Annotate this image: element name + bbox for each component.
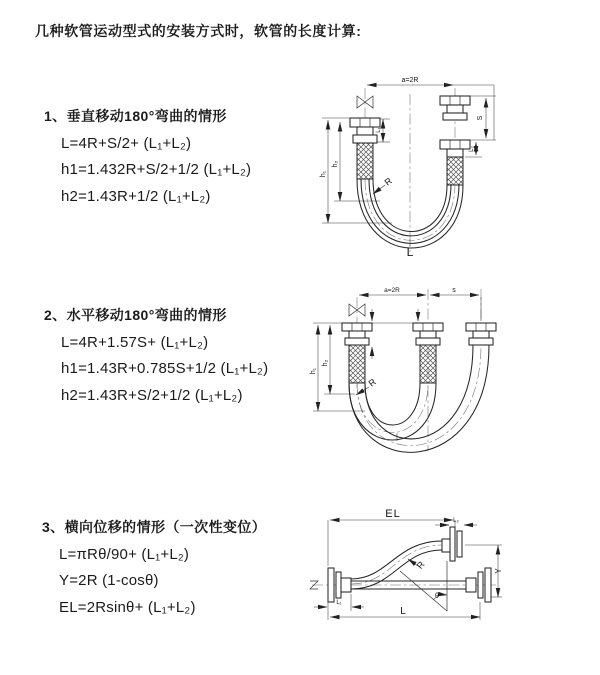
label-l1: L₁ <box>376 127 382 133</box>
formula-h1: h1=1.432R+S/2+1/2 (L₁+L₂) <box>61 161 252 178</box>
label-s: S <box>477 115 484 121</box>
label-h1: h₁ <box>320 170 327 178</box>
label-theta: θ <box>435 593 439 600</box>
section-1-heading: 1、垂直移动180°弯曲的情形 <box>44 108 227 124</box>
label-span: a=2R <box>401 77 419 84</box>
formula-l: L=4R+S/2+ (L₁+L₂) <box>61 134 192 152</box>
dimension-lines <box>314 520 502 620</box>
diagram-vertical-travel-180-bend <box>306 72 588 260</box>
formula-y: Y=2R (1-cosθ) <box>59 572 159 589</box>
label-l1: L₁ <box>336 600 342 606</box>
diagram-lateral-offset <box>298 503 600 658</box>
hose-u-bends <box>349 345 489 452</box>
label-y: Y <box>494 568 503 574</box>
formula-l: L=πRθ/90+ (L₁+L₂) <box>59 545 190 563</box>
formula-el: EL=2Rsinθ+ (L₁+L₂) <box>59 598 196 616</box>
dimension-lines <box>322 85 496 246</box>
label-s: s <box>452 287 456 294</box>
label-span: a=2R <box>384 287 400 294</box>
diagram-horizontal-travel-180-bend <box>303 283 595 471</box>
formula-h2: h2=1.43R+S/2+1/2 (L₁+L₂) <box>61 386 243 404</box>
label-r: R <box>414 559 427 571</box>
label-r: R <box>366 376 378 389</box>
section-lateral-offset <box>42 518 266 616</box>
page-title: 几种软管运动型式的安装方式时，软管的长度计算: <box>35 23 362 39</box>
label-r: R <box>382 175 394 188</box>
section-horizontal-travel <box>44 306 268 404</box>
label-l2: L₂ <box>469 146 475 152</box>
flanges <box>328 527 491 602</box>
centerlines <box>357 289 481 451</box>
section-vertical-travel <box>44 107 251 205</box>
label-h2: h₂ <box>322 359 329 367</box>
label-h2: h₂ <box>332 160 339 168</box>
section-3-heading: 3、横向位移的情形（一次性变位） <box>42 519 267 535</box>
formula-h2: h2=1.43R+1/2 (L₁+L₂) <box>61 187 211 205</box>
label-el: EL <box>385 508 401 520</box>
centerlines <box>365 88 455 252</box>
label-l2: L₂ <box>453 518 459 524</box>
formula-l: L=4R+1.57S+ (L₁+L₂) <box>61 333 209 351</box>
section-2-heading: 2、水平移动180°弯曲的情形 <box>44 307 227 323</box>
label-h1: h₁ <box>310 367 317 375</box>
dimension-lines <box>313 295 481 441</box>
formula-h1: h1=1.43R+0.785S+1/2 (L₁+L₂) <box>61 360 269 377</box>
label-l: L <box>400 606 406 617</box>
label-l: L <box>406 245 414 259</box>
